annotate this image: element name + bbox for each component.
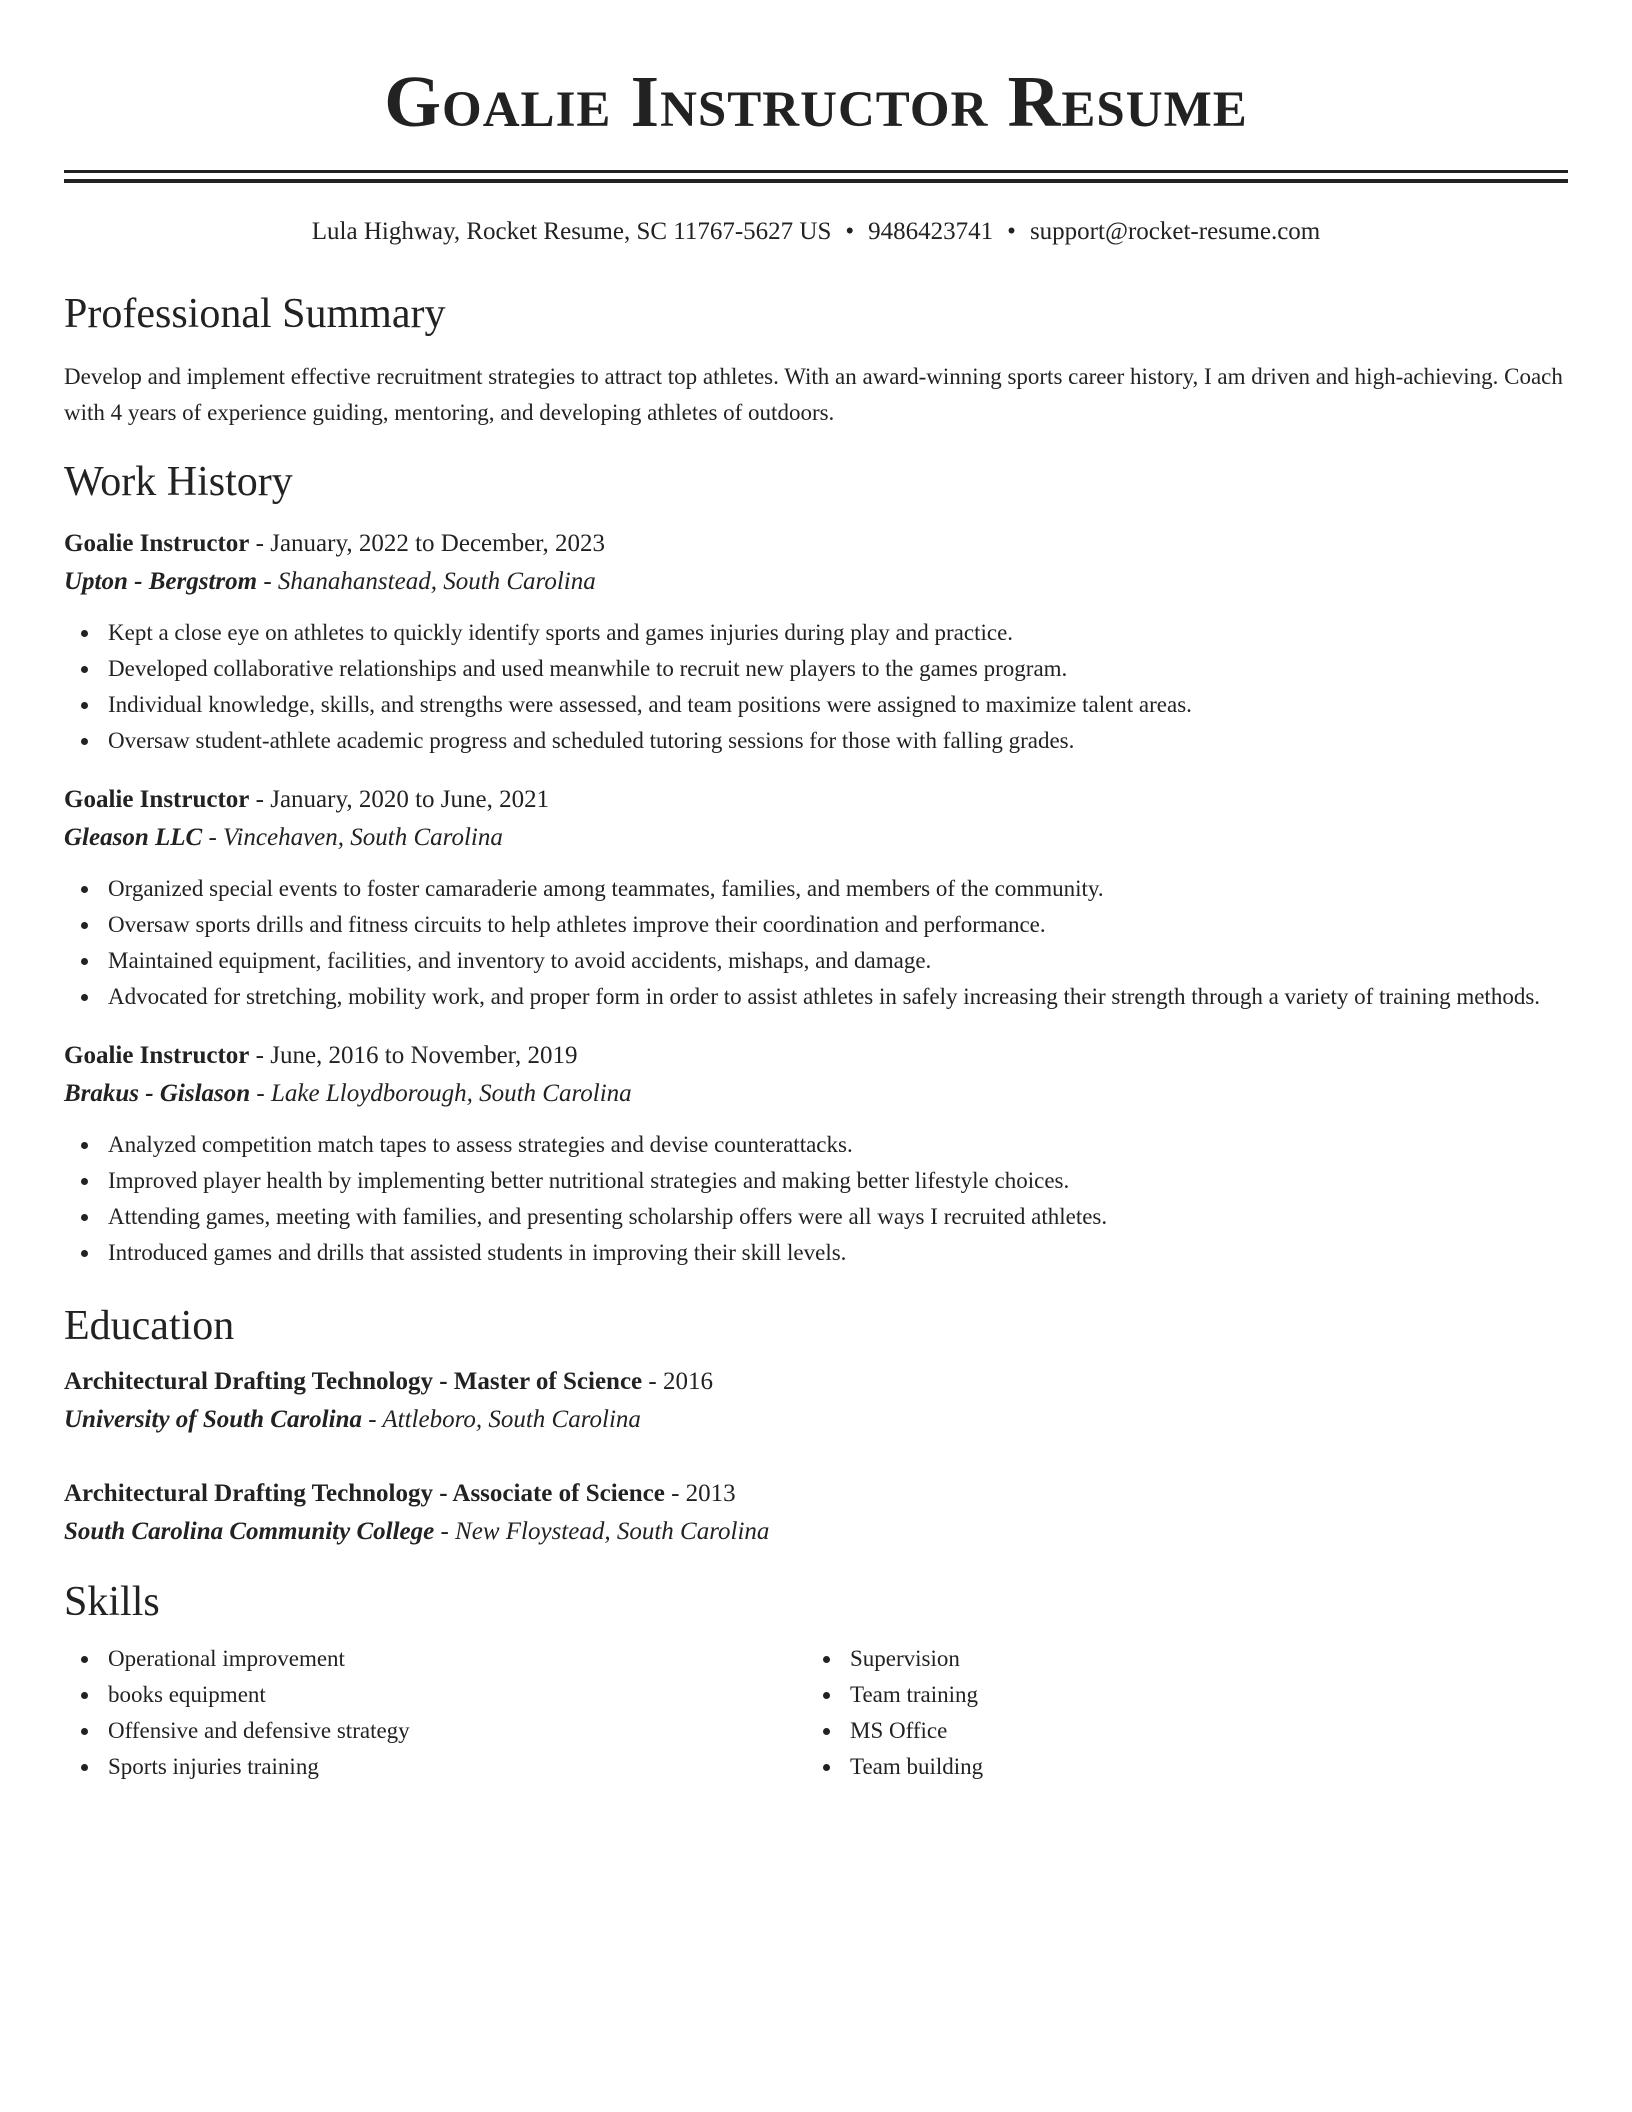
summary-section [64,289,1568,431]
job-entry [64,781,1568,1015]
degree-line [64,1363,1568,1401]
school-name: University of South Carolina [64,1406,362,1433]
job-entry [64,1037,1568,1271]
job-title-line [64,1037,1568,1075]
job-company-line [64,819,1568,857]
skills-list-right [806,1641,1548,1785]
contact-line [64,217,1568,247]
degree-year: - 2013 [671,1480,736,1507]
list-item: Organized special events to foster camaraderie among teammates, families, and members of the community. [64,871,1568,907]
skill-item: Operational improvement [64,1641,806,1677]
skills-section [64,1577,1568,1785]
degree-line [64,1475,1568,1513]
list-item: Analyzed competition match tapes to assess strategies and devise counterattacks. [64,1127,1568,1163]
contact-email: support@rocket-resume.com [1029,218,1321,245]
job-title-line [64,781,1568,819]
school-location: - Attleboro, South Carolina [368,1406,641,1433]
job-duties-list [64,871,1568,1015]
skill-item: Offensive and defensive strategy [64,1713,806,1749]
job-title: Goalie Instructor [64,1042,250,1069]
job-company: Upton - Bergstrom [64,568,258,595]
job-company-line [64,563,1568,601]
title-divider-bottom [64,179,1568,183]
skill-item: Team training [806,1677,1548,1713]
job-location: - Vincehaven, South Carolina [208,824,503,851]
job-entry [64,525,1568,759]
contact-separator: • [845,218,855,245]
skills-list-left [64,1641,806,1785]
list-item: Improved player health by implementing better nutritional strategies and making better lifestyle choices. [64,1163,1568,1199]
summary-heading: Professional Summary [64,291,446,337]
job-title: Goalie Instructor [64,786,250,813]
list-item: Developed collaborative relationships and used meanwhile to recruit new players to the games program. [64,651,1568,687]
job-title-line [64,525,1568,563]
list-item: Advocated for stretching, mobility work, and proper form in order to assist athletes in safely increasing their strength through a variety of training methods. [64,979,1568,1015]
job-company: Brakus - Gislason [64,1080,251,1107]
list-item: Attending games, meeting with families, and presenting scholarship offers were all ways I recruited athletes. [64,1199,1568,1235]
job-duties-list [64,1127,1568,1271]
education-entry [64,1363,1568,1439]
work-history-section [64,457,1568,1271]
school-name: South Carolina Community College [64,1518,435,1545]
degree-name: Architectural Drafting Technology - Master of Science [64,1368,643,1395]
work-history-heading: Work History [64,459,293,505]
job-location: - Lake Lloydborough, South Carolina [256,1080,632,1107]
job-dates: - January, 2020 to June, 2021 [255,786,550,813]
summary-text: Develop and implement effective recruitment strategies to attract top athletes. With an award-winning sports career history, I am driven and high-achieving. Coach with 4 years of experience guiding, mentoring, and developing athletes of outdoors. [64,364,1563,425]
job-location: - Shanahanstead, South Carolina [263,568,596,595]
job-dates: - June, 2016 to November, 2019 [255,1042,578,1069]
contact-separator: • [1007,218,1016,245]
list-item: Individual knowledge, skills, and strengths were assessed, and team positions were assigned to maximize talent areas. [64,687,1568,723]
contact-phone: 9486423741 [868,218,994,245]
list-item: Maintained equipment, facilities, and inventory to avoid accidents, mishaps, and damage. [64,943,1568,979]
job-duties-list [64,615,1568,759]
job-company: Gleason LLC [64,824,203,851]
contact-address: Lula Highway, Rocket Resume, SC 11767-5627 US [311,218,832,245]
resume-title: Goalie Instructor Resume [384,61,1248,142]
education-section [64,1301,1568,1551]
list-item: Kept a close eye on athletes to quickly identify sports and games injuries during play and practice. [64,615,1568,651]
skills-heading: Skills [64,1579,160,1625]
skill-item: Team building [806,1749,1548,1785]
education-entry [64,1475,1568,1551]
education-heading: Education [64,1303,235,1349]
school-line [64,1401,1568,1439]
skills-columns [64,1641,1568,1785]
school-line [64,1513,1568,1551]
title-divider-top [64,170,1568,173]
list-item: Introduced games and drills that assisted students in improving their skill levels. [64,1235,1568,1271]
job-company-line [64,1075,1568,1113]
list-item: Oversaw student-athlete academic progress and scheduled tutoring sessions for those with falling grades. [64,723,1568,759]
list-item: Oversaw sports drills and fitness circuits to help athletes improve their coordination and performance. [64,907,1568,943]
job-title: Goalie Instructor [64,530,250,557]
skill-item: MS Office [806,1713,1548,1749]
skill-item: Supervision [806,1641,1548,1677]
school-location: - New Floystead, South Carolina [440,1518,770,1545]
degree-name: Architectural Drafting Technology - Associate of Science [64,1480,665,1507]
skill-item: books equipment [64,1677,806,1713]
skill-item: Sports injuries training [64,1749,806,1785]
job-dates: - January, 2022 to December, 2023 [255,530,605,557]
degree-year: - 2016 [648,1368,713,1395]
